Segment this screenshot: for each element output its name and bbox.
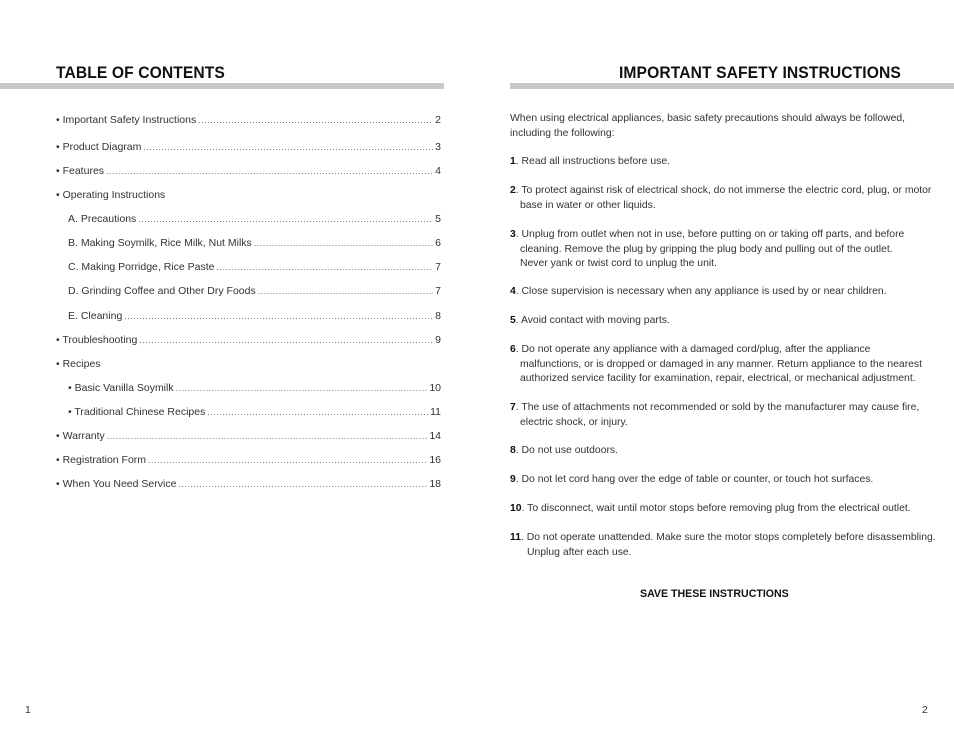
toc-dot-leader: [143, 142, 433, 152]
instruction-line: [510, 257, 915, 272]
toc-entry-label: C. Making Porridge, Rice Paste: [68, 261, 215, 273]
toc-dot-leader: [139, 335, 433, 345]
toc-entry-page: 14: [429, 430, 441, 442]
instruction-text: . Close supervision is necessary when any appliance is used by or near children.: [515, 286, 887, 297]
toc-dot-leader: [258, 286, 433, 296]
instruction-line: [510, 314, 915, 329]
toc-entry-label: • Features: [56, 165, 105, 177]
instruction-text: electric shock, or injury.: [520, 416, 628, 428]
instruction-line: [510, 243, 915, 258]
instruction-number: 1: [510, 156, 516, 167]
toc-entry-label: D. Grinding Coffee and Other Dry Foods: [68, 285, 256, 297]
toc-entry-label: • When You Need Service: [56, 478, 177, 490]
toc-entry-label: • Registration Form: [56, 454, 147, 466]
instruction-number: 10: [510, 503, 522, 514]
save-these-instructions: SAVE THESE INSTRUCTIONS: [640, 588, 789, 600]
safety-intro: [510, 112, 910, 141]
instruction-number: 5: [510, 315, 516, 326]
toc-entry-page: 10: [429, 382, 441, 394]
toc-entry: [56, 114, 441, 130]
toc-entry-page: 6: [435, 237, 441, 249]
instruction-line: [510, 473, 915, 488]
toc-entry: [56, 213, 441, 229]
toc-entry: [56, 478, 441, 494]
toc-dot-leader: [178, 479, 427, 489]
instruction-number: 4: [510, 286, 516, 297]
toc-entry-label: A. Precautions: [68, 213, 137, 225]
toc-entry-label: • Recipes: [56, 358, 101, 370]
toc-entry: [56, 382, 441, 398]
toc-entry: [56, 454, 441, 470]
safety-instruction: [510, 343, 923, 387]
instruction-text: . Do not operate unattended. Make sure the motor stops completely before disassembling.: [520, 532, 936, 543]
instruction-line: [510, 401, 920, 416]
toc-entry-label: • Product Diagram: [56, 141, 142, 153]
toc-dot-leader: [176, 383, 428, 393]
toc-entry-label: E. Cleaning: [68, 310, 123, 322]
toc-entry-label: • Troubleshooting: [56, 334, 138, 346]
toc-entry-page: 9: [435, 334, 441, 346]
safety-instruction: [510, 401, 920, 430]
toc-entry: [56, 310, 441, 326]
toc-dot-leader: [198, 115, 433, 125]
page-number-left: 1: [25, 704, 31, 716]
safety-heading-rule: [510, 83, 954, 89]
toc-entry-label: • Basic Vanilla Soymilk: [68, 382, 174, 394]
instruction-text: . The use of attachments not recommended or sold by the manufacturer may cause fire,: [515, 402, 920, 413]
instruction-line: [510, 546, 915, 561]
toc-entry-page: 7: [435, 285, 441, 297]
instruction-text: Unplug after each use.: [527, 546, 632, 558]
instruction-text: cleaning. Remove the plug by gripping the plug body and pulling out of the outlet.: [520, 243, 893, 255]
intro-line: When using electrical appliances, basic safety precautions should always be followed,: [510, 113, 906, 124]
toc-entry-label: • Operating Instructions: [56, 189, 166, 201]
instruction-line: [510, 199, 915, 214]
toc-dot-leader: [207, 407, 428, 417]
instruction-text: . Unplug from outlet when not in use, before putting on or taking off parts, and before: [515, 229, 905, 240]
toc-entry: [56, 406, 441, 422]
instruction-number: 9: [510, 474, 516, 485]
toc-entry-page: 8: [435, 310, 441, 322]
instruction-line: [510, 502, 915, 517]
instruction-line: [510, 184, 932, 199]
toc-entry-page: 4: [435, 165, 441, 177]
toc-dot-leader: [106, 166, 433, 176]
intro-line: including the following:: [510, 127, 615, 139]
instruction-text: . Avoid contact with moving parts.: [515, 315, 670, 326]
instruction-number: 6: [510, 344, 516, 355]
instruction-number: 8: [510, 445, 516, 456]
toc-dot-leader: [148, 455, 427, 465]
instruction-line: [510, 358, 923, 373]
instruction-line: [510, 444, 915, 459]
instruction-line: [510, 372, 915, 387]
toc-entry-page: 5: [435, 213, 441, 225]
safety-instruction: [510, 155, 915, 170]
instruction-text: base in water or other liquids.: [520, 199, 656, 211]
safety-instruction: [510, 314, 915, 329]
toc-entry-page: 7: [435, 261, 441, 273]
toc-entry-page: 11: [430, 406, 441, 418]
toc-entry-label: • Traditional Chinese Recipes: [68, 406, 206, 418]
toc-entry-page: 18: [429, 478, 441, 490]
instruction-number: 3: [510, 229, 516, 240]
toc-entry-label: • Warranty: [56, 430, 105, 442]
instruction-number: 2: [510, 185, 516, 196]
toc-entry: [56, 165, 441, 181]
toc-entry: [56, 141, 441, 157]
instruction-line: [510, 285, 915, 300]
instruction-text: malfunctions, or is dropped or damaged in any manner. Return appliance to the nearest: [520, 358, 923, 370]
instruction-text: . Do not use outdoors.: [515, 445, 619, 456]
toc-entry-label: B. Making Soymilk, Rice Milk, Nut Milks: [68, 237, 252, 249]
page-number-right: 2: [922, 704, 928, 716]
instruction-text: authorized service facility for examination, repair, electrical, or mechanical adjustment.: [520, 373, 916, 384]
toc-entry: [56, 189, 441, 205]
toc-entry-label: • Important Safety Instructions: [56, 114, 197, 126]
toc-dot-leader: [254, 238, 433, 248]
toc-entry-page: 16: [429, 454, 441, 466]
safety-heading: IMPORTANT SAFETY INSTRUCTIONS: [619, 63, 901, 82]
instruction-number: 7: [510, 402, 516, 413]
toc-entry-page: 3: [435, 141, 441, 153]
instruction-text: . Read all instructions before use.: [515, 156, 670, 167]
instruction-text: Never yank or twist cord to unplug the unit.: [520, 258, 717, 269]
instruction-line: [510, 228, 915, 243]
safety-instruction: [510, 444, 915, 459]
toc-entry: [56, 334, 441, 350]
toc-heading-rule: [0, 83, 444, 89]
safety-instruction: [510, 531, 936, 560]
safety-instruction: [510, 184, 932, 213]
safety-instruction: [510, 473, 915, 488]
instruction-text: . Do not let cord hang over the edge of table or counter, or touch hot surfaces.: [515, 474, 874, 485]
toc-dot-leader: [216, 262, 433, 272]
toc-entry: [56, 430, 441, 446]
toc-entry: [56, 261, 441, 277]
toc-dot-leader: [107, 431, 428, 441]
instruction-text: . To protect against risk of electrical shock, do not immerse the electric cord, plug, or motor: [515, 185, 932, 196]
instruction-line: [510, 155, 915, 170]
toc-dot-leader: [124, 311, 433, 321]
instruction-line: [510, 531, 936, 546]
instruction-number: 11: [510, 532, 521, 543]
safety-instruction: [510, 502, 915, 517]
safety-instruction: [510, 228, 915, 272]
toc-heading: TABLE OF CONTENTS: [56, 63, 225, 82]
safety-instruction: [510, 285, 915, 300]
instruction-line: [510, 343, 915, 358]
toc-dot-leader: [138, 214, 433, 224]
instruction-line: [510, 416, 915, 431]
instruction-text: . To disconnect, wait until motor stops before removing plug from the electrical outlet.: [521, 503, 911, 514]
instruction-text: . Do not operate any appliance with a damaged cord/plug, after the appliance: [515, 344, 871, 355]
toc-entry: [56, 358, 441, 374]
toc-entry: [56, 285, 441, 301]
toc-entry-page: 2: [435, 114, 441, 126]
toc-entry: [56, 237, 441, 253]
